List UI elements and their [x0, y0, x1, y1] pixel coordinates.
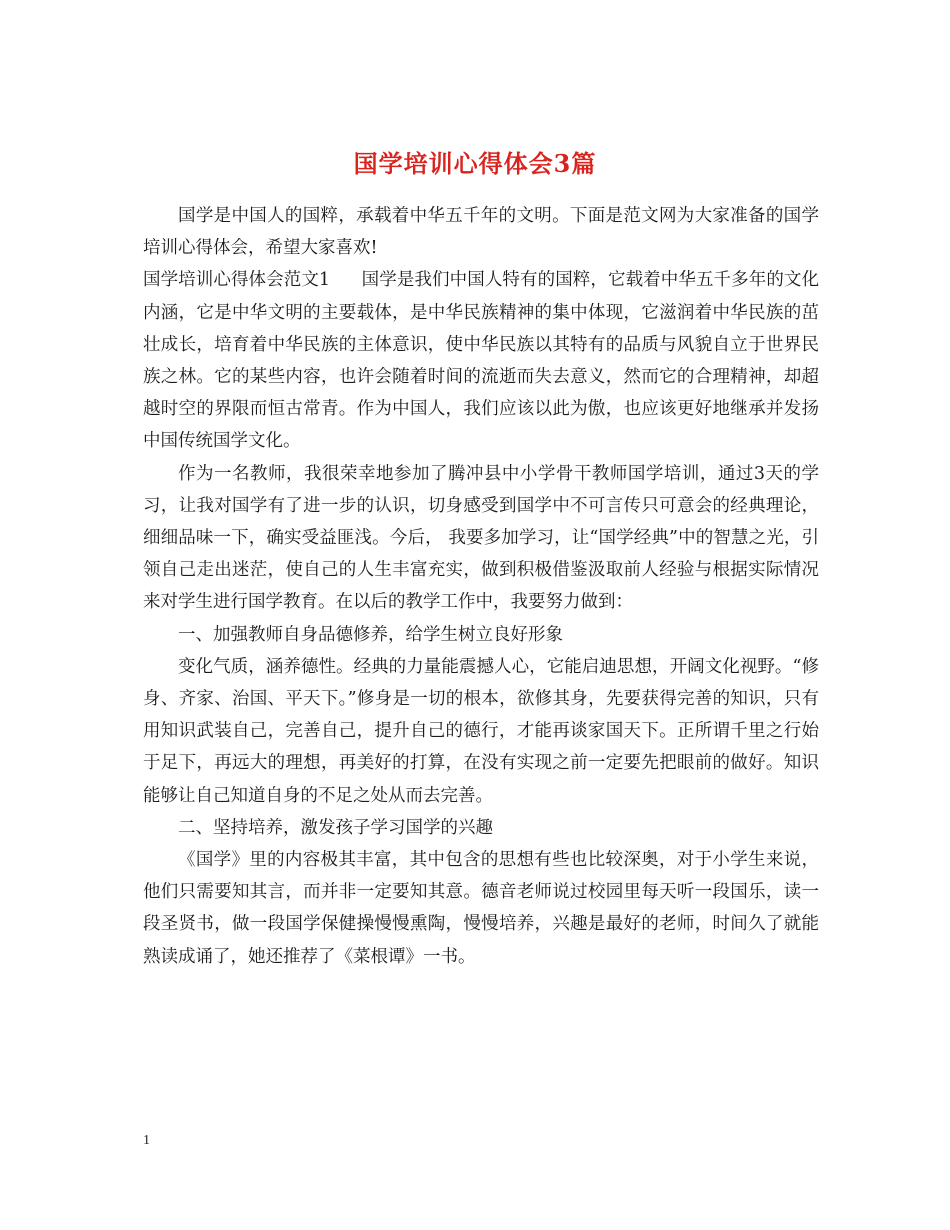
- section1-paragraph: [143, 264, 819, 457]
- paragraph-2: 作为一名教师，我很荣幸地参加了腾冲县中小学骨干教师国学培训，通过3天的学习，让我对国学有了进一步的认识，切身感受到国学中不可言传只可意会的经典理论，细细品味一下，确实受益匪浅。今后， 我要多加学习，让“国学经典”中的智慧之光，引领自己走出迷茫，使自己的人生丰富充实，做到积极借鉴汲取前人经验与根据实际情况来对学生进行国学教育。在以后的教学工作中，我要努力做到：: [143, 463, 819, 613]
- heading-1: 一、加强教师自身品德修养，给学生树立良好形象: [178, 624, 563, 645]
- paragraph-4: 《国学》里的内容极其丰富，其中包含的思想有些也比较深奥，对于小学生来说，他们只需要知其言，而并非一定要知其意。德音老师说过校园里每天听一段国乐，读一段圣贤书，做一段国学保健操慢慢熏陶，慢慢培养，兴趣是最好的老师，时间久了就能熟读成诵了，她还推荐了《菜根谭》一书。: [143, 850, 819, 967]
- page-number: 1: [143, 1133, 150, 1148]
- section1-text: 国学是我们中国人特有的国粹，它载着中华五千多年的文化内涵，它是中华文明的主要载体，是中华民族精神的集中体现，它滋润着中华民族的茁壮成长，培育着中华民族的主体意识，使中华民族以其特有的品质与风貌自立于世界民族之林。它的某些内容，也许会随着时间的流逝而失去意义，然而它的合理精神，却超越时空的界限而恒古常青。作为中国人，我们应该以此为傲，也应该更好地继承并发扬中国传统国学文化。: [143, 270, 820, 452]
- document-body: [143, 200, 819, 973]
- section1-label: 国学培训心得体会范文1: [143, 270, 331, 291]
- intro-paragraph: 国学是中国人的国粹，承载着中华五千年的文明。下面是范文网为大家准备的国学培训心得体会，希望大家喜欢!: [143, 206, 819, 259]
- paragraph-3: 变化气质，涵养德性。经典的力量能震撼人心，它能启迪思想，开阔文化视野。“修身、齐家、治国、平天下。”修身是一切的根本，欲修其身，先要获得完善的知识，只有用知识武装自己，完善自己，提升自己的德行，才能再谈家国天下。正所谓千里之行始于足下，再远大的理想，再美好的打算，在没有实现之前一定要先把眼前的做好。知识能够让自己知道自身的不足之处从而去完善。: [143, 656, 819, 806]
- heading-2: 二、坚持培养，激发孩子学习国学的兴趣: [178, 817, 493, 838]
- document-title: 国学培训心得体会3篇: [353, 149, 597, 179]
